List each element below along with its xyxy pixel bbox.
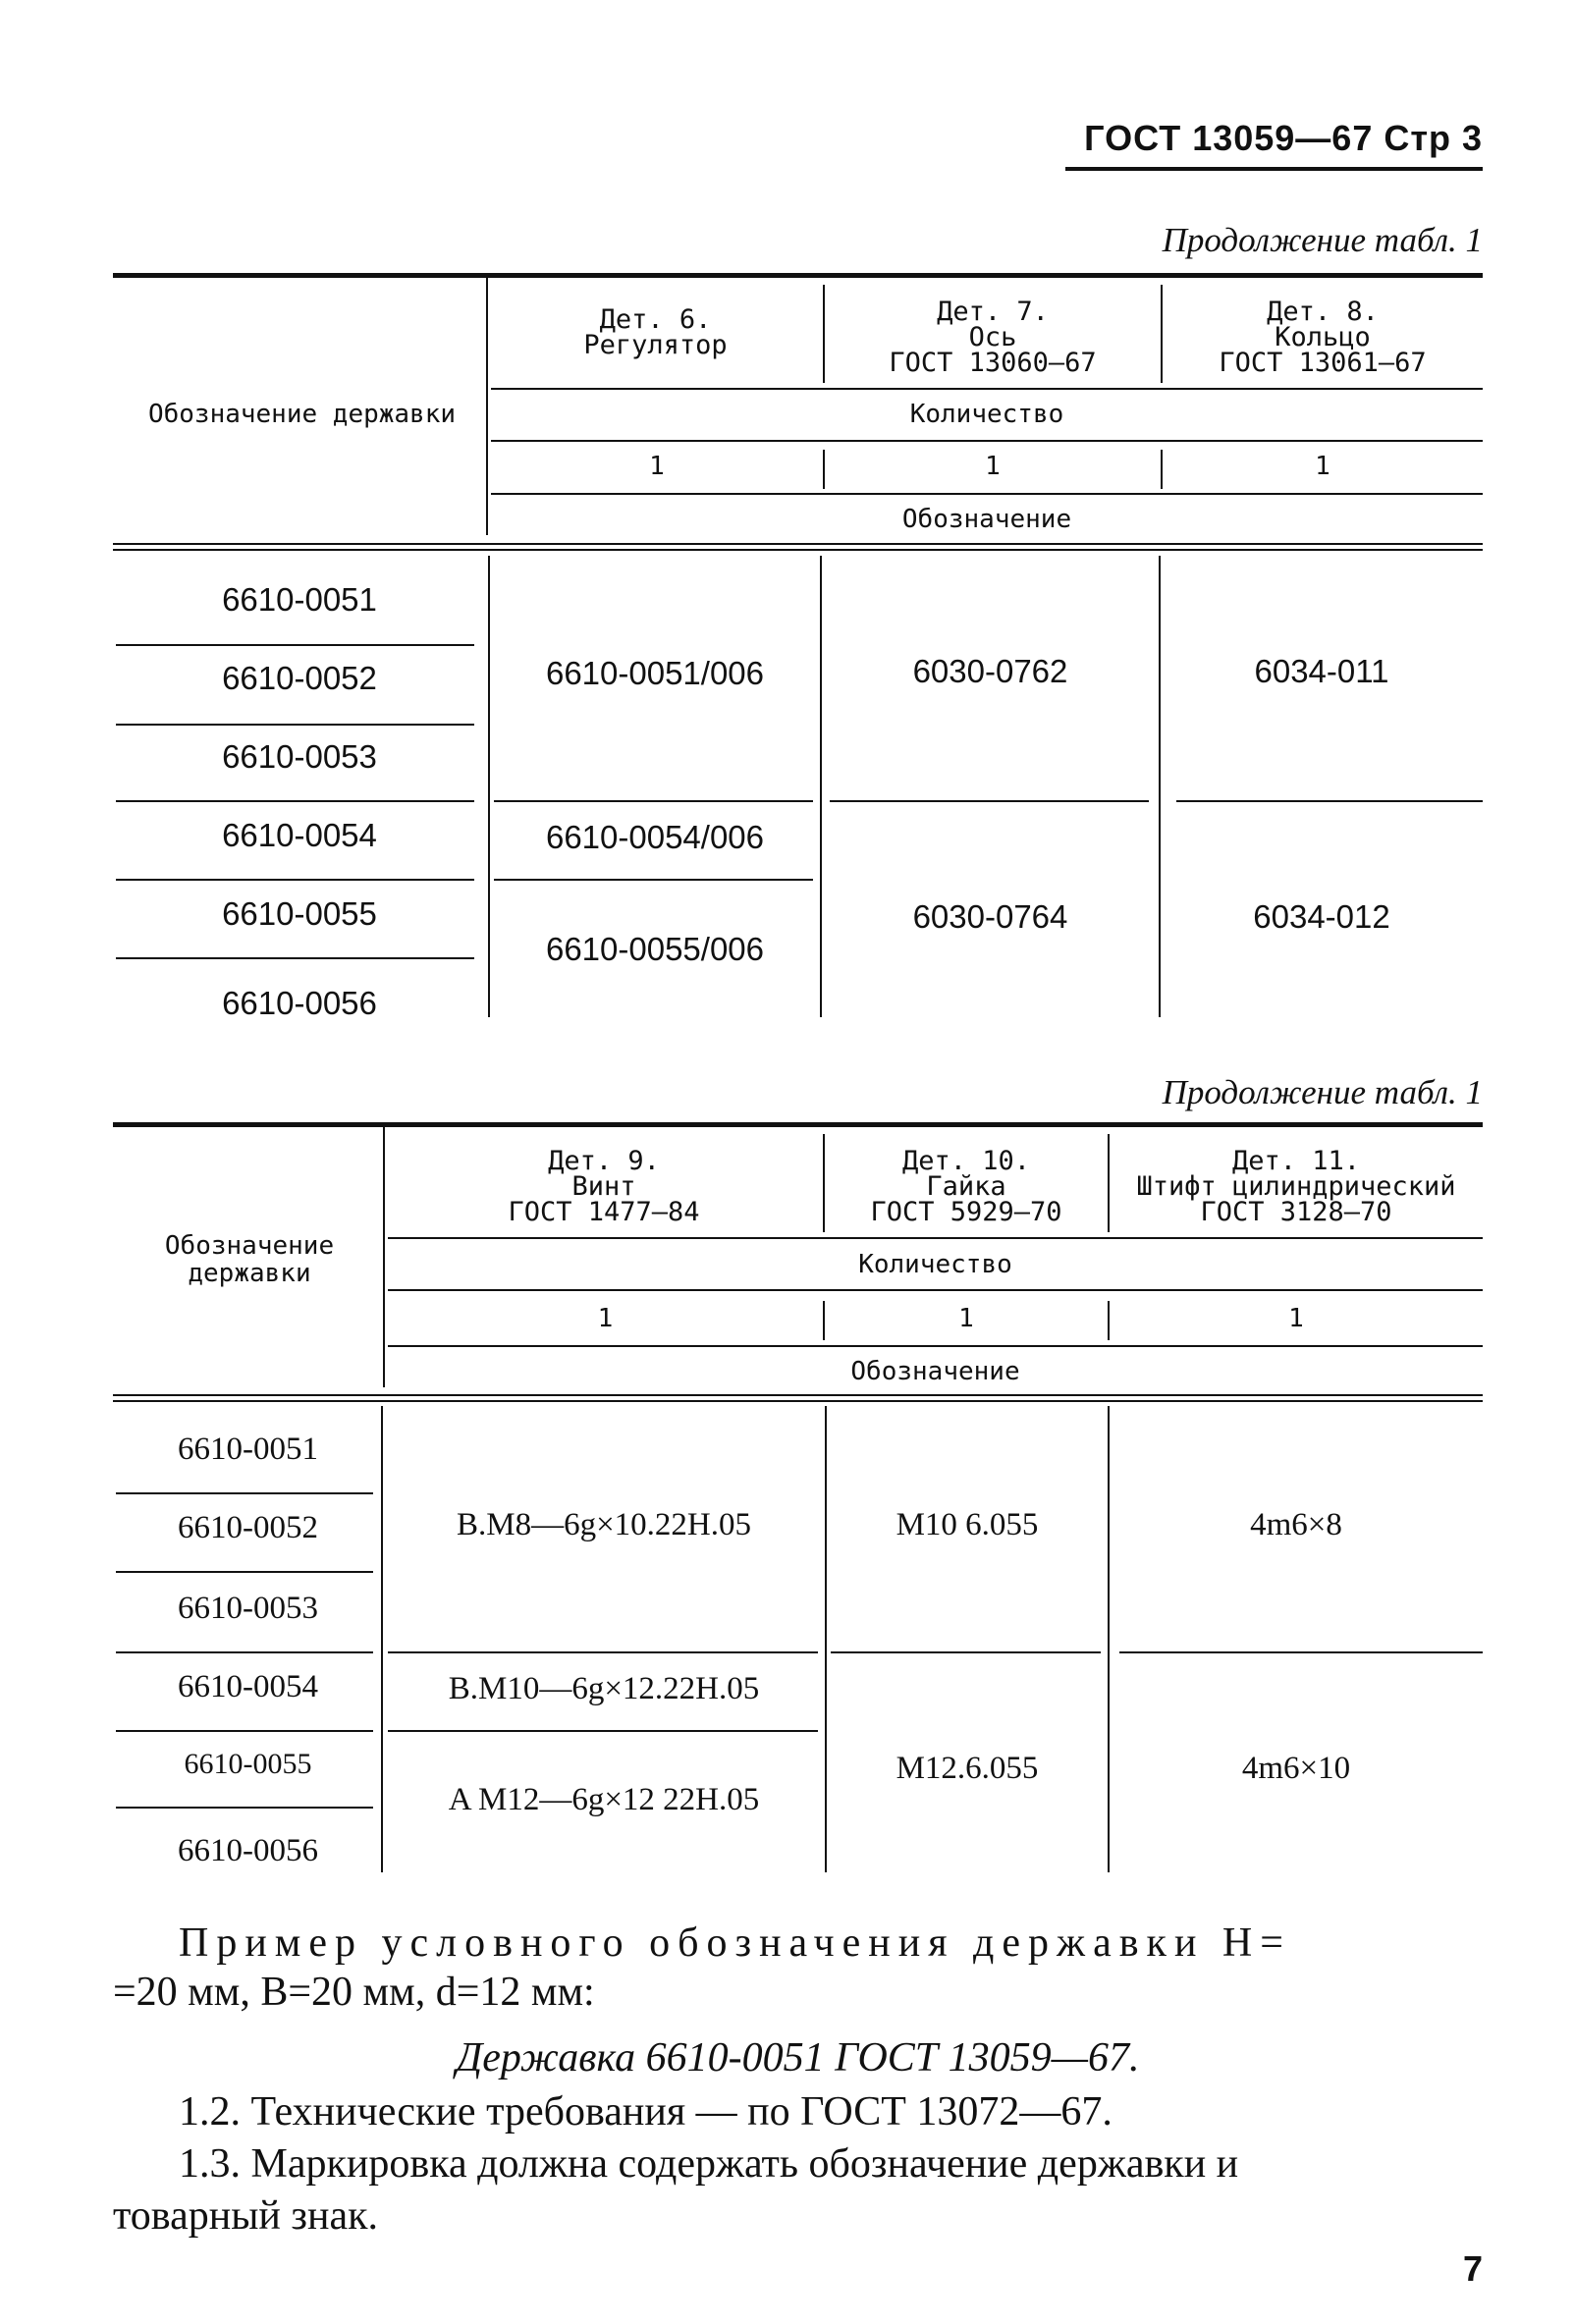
table2-top-rule	[113, 1122, 1483, 1127]
t2-row-header-l1: Обозначение	[164, 1231, 335, 1261]
t1-c3-value-b: 6034-012	[1253, 898, 1390, 935]
t2-row-4: 6610-0054	[178, 1669, 318, 1704]
t2-c1-sep	[388, 1730, 818, 1732]
t2-col2-l2: Гайка	[926, 1171, 1006, 1202]
t2-body-vline-2	[1108, 1406, 1110, 1872]
t1-group-sep-left	[116, 800, 474, 802]
header-rule	[1065, 167, 1483, 171]
t1-qty-1: 1	[649, 452, 665, 481]
t2-group-sep-c1	[388, 1651, 818, 1653]
t2-row-header-l2: державки	[188, 1259, 311, 1288]
t2-col3-l2: Штифт цилиндрический	[1136, 1171, 1456, 1202]
t2-c3-value-b: 4m6×10	[1241, 1751, 1351, 1786]
t2-row-3: 6610-0053	[178, 1591, 318, 1626]
t1-hdr-rule-1	[491, 388, 1483, 390]
paragraph-1-3-line-2: товарный знак.	[113, 2193, 379, 2239]
t2-col-header-2	[825, 1146, 1108, 1227]
t1-hdr-rule-2	[491, 440, 1483, 442]
t1-body-vline-1	[820, 556, 822, 1017]
t1-row-sep-4	[116, 957, 474, 959]
t1-c3-value-a: 6034-011	[1254, 653, 1389, 689]
page-number: 7	[1462, 2248, 1483, 2289]
t2-c1-value-b: B.M10—6g×12.22H.05	[448, 1671, 760, 1706]
t2-c2-value-b: M12.6.055	[896, 1751, 1039, 1786]
t1-designation-label: Обозначение	[901, 505, 1072, 534]
t2-col3-l3: ГОСТ 3128—70	[1200, 1197, 1392, 1227]
t2-col2-l3: ГОСТ 5929—70	[870, 1197, 1062, 1227]
t2-row-header	[118, 1232, 381, 1287]
t1-row-1: 6610-0051	[222, 581, 377, 618]
t1-row-4: 6610-0054	[222, 817, 377, 853]
t1-c1-sep	[494, 879, 813, 881]
t2-designation-label: Обозначение	[850, 1357, 1020, 1386]
t2-group-sep-left	[116, 1651, 373, 1653]
t2-row-sep-2	[116, 1571, 373, 1573]
table1-top-rule	[113, 273, 1483, 278]
t1-col2-l1: Дет. 7.	[937, 297, 1049, 327]
t2-qty-1: 1	[597, 1304, 614, 1333]
table1-caption: Продолжение табл. 1	[1162, 221, 1483, 259]
t2-c1-value-c: A M12—6g×12 22H.05	[448, 1782, 760, 1817]
t2-col1-l3: ГОСТ 1477—84	[508, 1197, 700, 1227]
t1-col-header-2	[825, 299, 1161, 376]
t2-qty-2: 1	[958, 1304, 974, 1333]
paragraph-1-3-line-1: 1.3. Маркировка должна содержать обозначение державки и	[179, 2141, 1239, 2187]
t2-group-sep-c2	[831, 1651, 1101, 1653]
t1-col2-l3: ГОСТ 13060—67	[889, 348, 1097, 378]
t1-c1-value-a: 6610-0051/006	[545, 655, 765, 691]
t2-col1-l1: Дет. 9.	[548, 1146, 660, 1176]
t1-group-sep-c3	[1176, 800, 1483, 802]
t1-quantity-label: Количество	[909, 400, 1064, 429]
t1-row-sep-1	[116, 644, 474, 646]
t2-col1-l2: Винт	[571, 1171, 636, 1202]
t2-c3-value-a: 4m6×8	[1250, 1507, 1342, 1542]
t2-col-header-3	[1110, 1146, 1483, 1227]
t2-hdr-rule-1	[388, 1237, 1483, 1239]
t2-row-6: 6610-0056	[178, 1833, 318, 1868]
t1-qty-3: 1	[1315, 452, 1330, 481]
t1-col1-l1: Дет. 6.	[599, 304, 712, 335]
t2-body-vline-1	[825, 1406, 827, 1872]
t1-col1-l2: Регулятор	[583, 330, 728, 360]
t1-group-sep-c1	[494, 800, 813, 802]
t1-body-vline-2	[1159, 556, 1161, 1017]
t2-qty-3: 1	[1288, 1304, 1304, 1333]
t1-c2-value-b: 6030-0764	[912, 898, 1068, 935]
t1-c1-value-b: 6610-0054/006	[545, 819, 765, 855]
t1-col-header-3	[1163, 299, 1483, 376]
t1-col3-l2: Кольцо	[1275, 322, 1371, 352]
t2-quantity-label: Количество	[858, 1250, 1012, 1279]
paragraph-1-2: 1.2. Технические требования — по ГОСТ 13072—67.	[179, 2089, 1113, 2135]
t2-col-header-1	[385, 1146, 823, 1227]
t1-col-header-1	[488, 304, 823, 360]
t1-row-5: 6610-0055	[222, 895, 377, 932]
t1-row-header: Обозначение державки	[147, 400, 457, 429]
table2-caption: Продолжение табл. 1	[1162, 1073, 1483, 1111]
t1-col3-l3: ГОСТ 13061—67	[1219, 348, 1427, 378]
t1-row-sep-3	[116, 879, 474, 881]
t1-body-double-rule	[113, 543, 1483, 551]
t1-row-6: 6610-0056	[222, 985, 377, 1021]
t1-row-2: 6610-0052	[222, 660, 377, 696]
t2-row-sep-4	[116, 1807, 373, 1809]
example-line-1: Пример условного обозначения державки H=	[179, 1920, 1291, 1966]
t1-row-sep-2	[116, 724, 474, 726]
example-designation: Державка 6610-0051 ГОСТ 13059—67.	[456, 2035, 1140, 2081]
t2-body-double-rule	[113, 1394, 1483, 1402]
t2-group-sep-c3	[1119, 1651, 1483, 1653]
t2-c1-value-a: B.M8—6g×10.22H.05	[456, 1507, 752, 1542]
t1-group-sep-c2	[830, 800, 1149, 802]
t2-row-sep-1	[116, 1492, 373, 1494]
example-line-2: =20 мм, B=20 мм, d=12 мм:	[113, 1970, 595, 2015]
t2-hdr-rule-2	[388, 1289, 1483, 1291]
t1-row-3: 6610-0053	[222, 738, 377, 775]
t2-row-sep-3	[116, 1730, 373, 1732]
t1-c1-value-c: 6610-0055/006	[545, 931, 765, 967]
t2-c2-value-a: M10 6.055	[896, 1507, 1039, 1542]
t2-col3-l1: Дет. 11.	[1231, 1146, 1361, 1176]
t1-hdr-rule-3	[491, 493, 1483, 495]
t2-col2-l1: Дет. 10.	[901, 1146, 1031, 1176]
running-header: ГОСТ 13059—67 Стр 3	[1084, 118, 1483, 158]
t1-col2-l2: Ось	[968, 322, 1017, 352]
t1-qty-2: 1	[985, 452, 1001, 481]
t2-row-2: 6610-0052	[178, 1510, 318, 1545]
t2-row-5: 6610-0055	[184, 1748, 312, 1780]
t1-col3-l1: Дет. 8.	[1267, 297, 1379, 327]
t1-c2-value-a: 6030-0762	[912, 653, 1068, 689]
t2-hdr-rule-3	[388, 1345, 1483, 1347]
t2-row-1: 6610-0051	[178, 1432, 318, 1467]
